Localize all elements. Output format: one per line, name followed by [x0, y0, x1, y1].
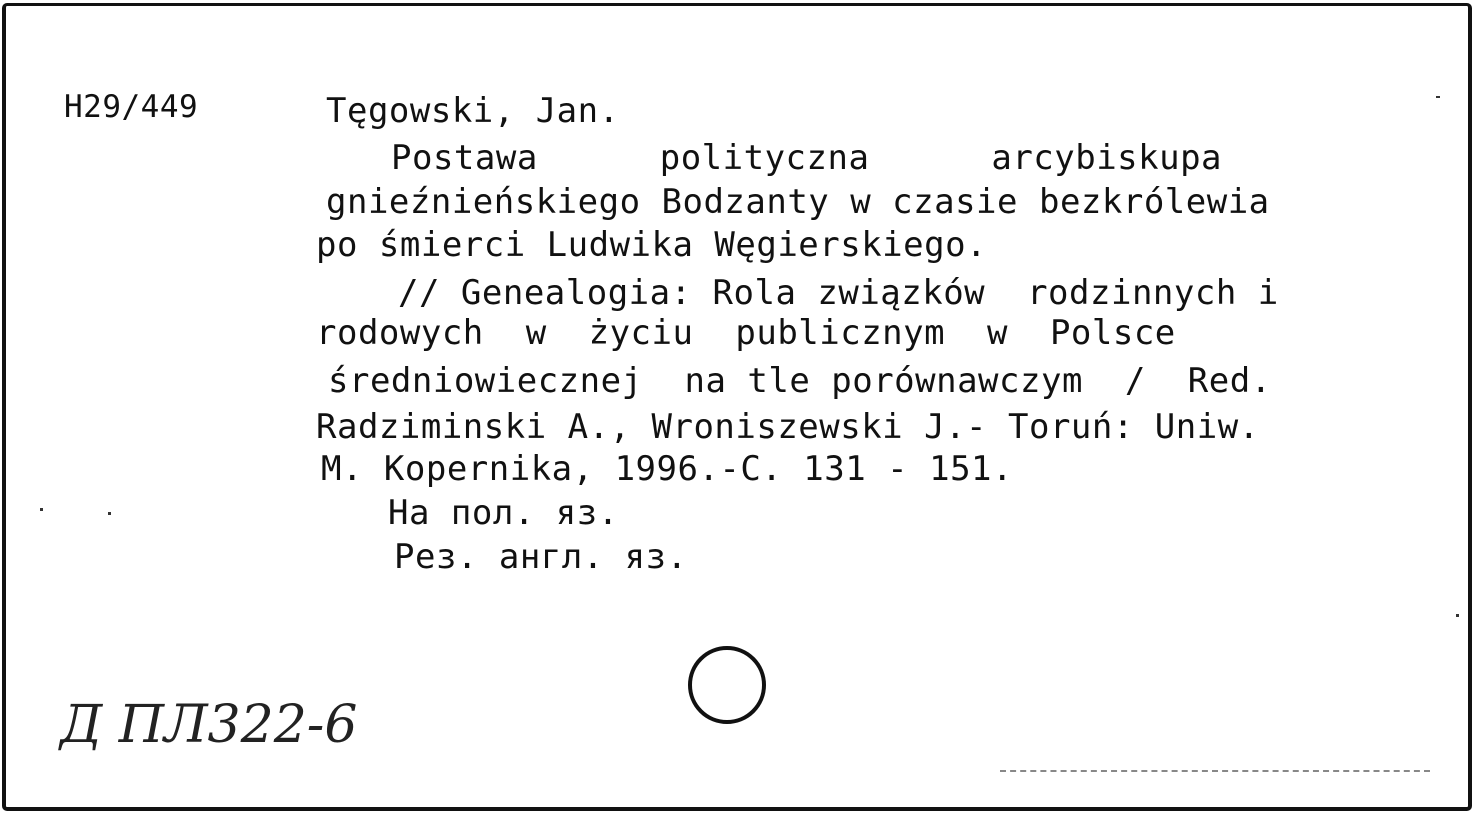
series-line-2: rodowych w życiu publicznym w Polsce: [316, 313, 1176, 353]
imprint-line-2: M. Kopernika, 1996.-C. 131 - 151.: [321, 449, 1014, 489]
summary-language-note: Рез. англ. яз.: [394, 537, 688, 577]
title-line-1: Postawa polityczna arcybiskupa: [391, 138, 1223, 178]
handwritten-shelfmark-text: Д ПЛ322-6: [60, 695, 358, 755]
speck: [40, 508, 43, 511]
language-note: На пол. яз.: [388, 493, 619, 533]
series-line-1: // Genealogia: Rola związków rodzinnych i: [398, 273, 1279, 313]
punch-hole: [688, 646, 766, 724]
call-number: H29/449: [64, 89, 199, 125]
title-line-3: po śmierci Ludwika Węgierskiego.: [316, 225, 988, 265]
imprint-line-1: Radziminski A., Wroniszewski J.- Toruń: Uniw.: [316, 407, 1260, 447]
speck: [1436, 96, 1440, 98]
title-line-2: gnieźnieńskiego Bodzanty w czasie bezkrólewia: [326, 182, 1270, 222]
author-line: Tęgowski, Jan.: [326, 91, 620, 131]
faint-rule: [1000, 770, 1430, 772]
handwritten-shelfmark: [56, 680, 436, 780]
series-line-3: średniowiecznej na tle porównawczym / Red.: [328, 361, 1272, 401]
speck: [108, 512, 111, 515]
speck: [1456, 614, 1459, 617]
